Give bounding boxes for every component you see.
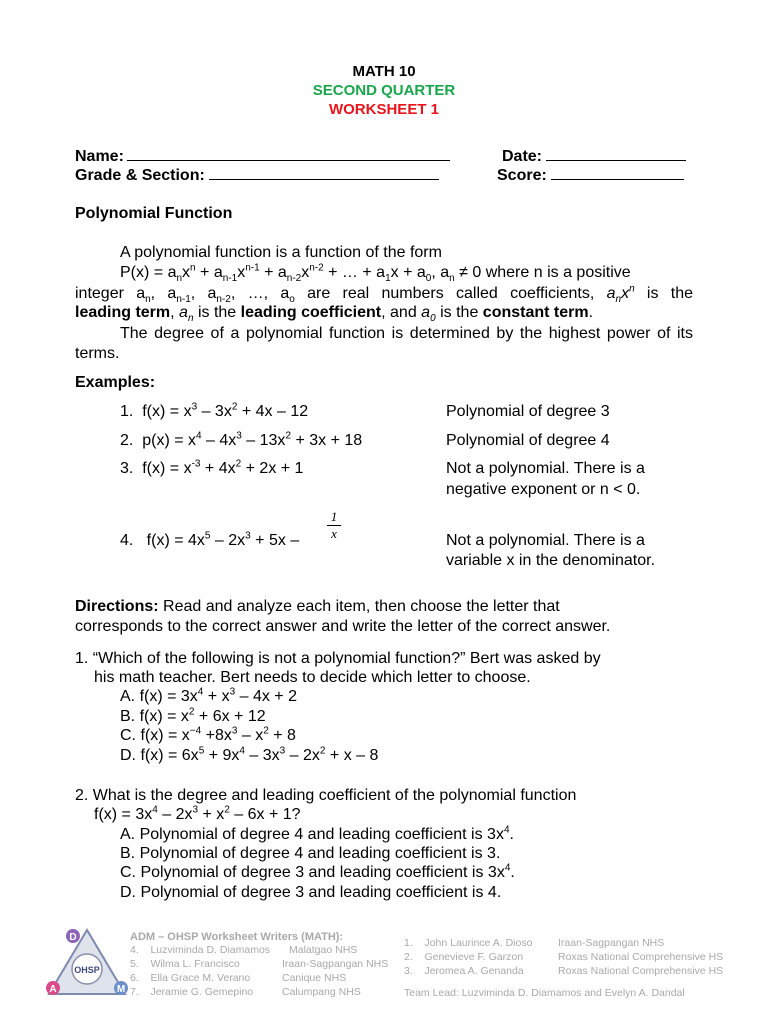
name-label: Name: xyxy=(75,148,124,165)
logo-letter-m: M xyxy=(116,984,126,995)
question-2-function: $f(x) = 3x^4 - 2x^3 + x^2 - 6x + 1$? xyxy=(94,804,301,823)
writer-4-school: Malatgao NHS xyxy=(289,944,358,956)
question-1-line-1: 1. “Which of the following is not a polynomial function?” Bert was asked by xyxy=(75,650,601,667)
intro-line-4: leading term, $a_n$ is the leading coefficient, and $a_0$ is the constant term. xyxy=(75,304,594,325)
intro-degree: The degree of a polynomial function is determined by the highest power of its terms. xyxy=(75,325,693,362)
writer-1: 1. John Laurince A. Dioso xyxy=(404,937,533,949)
example-3-result-1: Not a polynomial. There is a xyxy=(446,460,645,477)
date-field[interactable] xyxy=(502,145,686,166)
examples-title: Examples: xyxy=(75,374,156,391)
team-lead: Team Lead: Luzviminda D. Diamamos and Evelyn A. Dandal xyxy=(404,987,685,999)
question-2-option-c[interactable]: C. Polynomial of degree 3 and leading coefficient is $3x^4$. xyxy=(120,862,515,881)
writer-7: 7. Jeramie G. Gemepino xyxy=(130,986,254,998)
writer-2-school: Roxas National Comprehensive HS xyxy=(558,951,724,963)
writer-7-school: Calumpang NHS xyxy=(282,986,361,998)
intro-line-1: A polynomial function is a function of the form xyxy=(120,244,442,261)
intro-line-3: integer $a_n$, $a_{n-1}$, $a_{n-2}$, …, $a_o$ are real numbers called coefficients, $a_nx^n$ is the xyxy=(75,283,694,306)
question-2-option-d[interactable]: D. Polynomial of degree 3 and leading coefficient is 4. xyxy=(120,884,502,901)
directions-line-2: corresponds to the correct answer and write the letter of the correct answer. xyxy=(75,618,611,635)
writer-1-school: Iraan-Sagpangan NHS xyxy=(558,937,665,949)
grade-section-blank[interactable] xyxy=(209,164,439,180)
writer-4: 4. Luzviminda D. Diamamos xyxy=(130,944,271,956)
example-3-result-2: negative exponent or n < 0. xyxy=(446,481,641,498)
writer-6-school: Canique NHS xyxy=(282,972,347,984)
question-1-line-2: his math teacher. Bert needs to decide which letter to choose. xyxy=(94,669,531,686)
example-1-function: 1. $f(x) = x^3 - 3x^2 + 4x - 12$ xyxy=(120,401,309,420)
score-field[interactable] xyxy=(497,164,684,185)
subject-title: MATH 10 xyxy=(352,63,416,80)
example-3-function: 3. $f(x) = x^{-3} + 4x^2 + 2x + 1$ xyxy=(120,458,304,477)
writer-3: 3. Jeromea A. Genanda xyxy=(404,965,524,977)
date-blank[interactable] xyxy=(546,145,686,161)
worksheet-title: WORKSHEET 1 xyxy=(328,101,439,118)
section-title: Polynomial Function xyxy=(75,205,233,222)
example-4-function: 4. $f(x) = 4x^5 - 2x^3 + 5x$ – xyxy=(120,530,300,549)
example-4-result-1: Not a polynomial. There is a xyxy=(446,532,645,549)
writer-3-school: Roxas National Comprehensive HS xyxy=(558,965,724,977)
logo-ohsp: OHSP xyxy=(74,965,100,975)
example-1-result: Polynomial of degree 3 xyxy=(446,403,610,420)
name-field[interactable] xyxy=(75,145,450,166)
example-4-result-2: variable x in the denominator. xyxy=(446,552,656,569)
question-1-option-a[interactable]: A. $f(x) = 3x^4 + x^3 - 4x + 2$ xyxy=(120,686,297,705)
example-2-function: 2. $p(x) = x^4 - 4x^3 - 13x^2 + 3x + 18$ xyxy=(120,430,363,449)
quarter-title: SECOND QUARTER xyxy=(312,82,456,99)
writer-5: 5. Wilma L. Francisco xyxy=(130,958,240,970)
question-2-option-b[interactable]: B. Polynomial of degree 4 and leading coefficient is 3. xyxy=(120,845,501,862)
directions-line-1: Directions: Read and analyze each item, then choose the letter that xyxy=(75,598,560,615)
question-1-option-c[interactable]: C. $f(x) = x^{-4} +8x^3 - x^2 + 8$ xyxy=(120,725,296,744)
adm-ohsp-logo xyxy=(45,926,130,1006)
logo-letter-a: A xyxy=(49,984,57,995)
grade-section-label: Grade & Section: xyxy=(75,167,205,184)
question-2-line-1: 2. What is the degree and leading coefficient of the polynomial function xyxy=(75,787,577,804)
example-2-result: Polynomial of degree 4 xyxy=(446,432,610,449)
date-label: Date: xyxy=(502,148,543,165)
question-2-option-a[interactable]: A. Polynomial of degree 4 and leading coefficient is $3x^4$. xyxy=(120,824,514,843)
logo-letter-d: D xyxy=(69,932,77,943)
score-blank[interactable] xyxy=(551,164,684,180)
writer-2: 2. Genevieve F. Garzon xyxy=(404,951,524,963)
grade-section-field[interactable] xyxy=(75,164,439,185)
question-1-option-b[interactable]: B. $f(x) = x^2 + 6x + 12$ xyxy=(120,706,266,725)
intro-formula: $P(x) = a_nx^n + a_{n-1}x^{n-1} + a_{n-2}x^{n-2}$ + … + $a_1x + a_0$, $a_n \ne 0$ where n is a positive xyxy=(120,262,631,285)
writer-5-school: Iraan-Sagpangan NHS xyxy=(282,958,389,970)
name-blank[interactable] xyxy=(127,145,450,161)
question-1-option-d[interactable]: D. $f(x) = 6x^5 + 9x^4 - 3x^3 - 2x^2 + x - 8$ xyxy=(120,745,379,764)
score-label: Score: xyxy=(497,167,547,184)
writer-6: 6. Ella Grace M. Verano xyxy=(130,972,251,984)
footer-title: ADM – OHSP Worksheet Writers (MATH): xyxy=(130,931,344,943)
example-4-fraction: $\frac{1}{x}$ xyxy=(327,509,341,542)
